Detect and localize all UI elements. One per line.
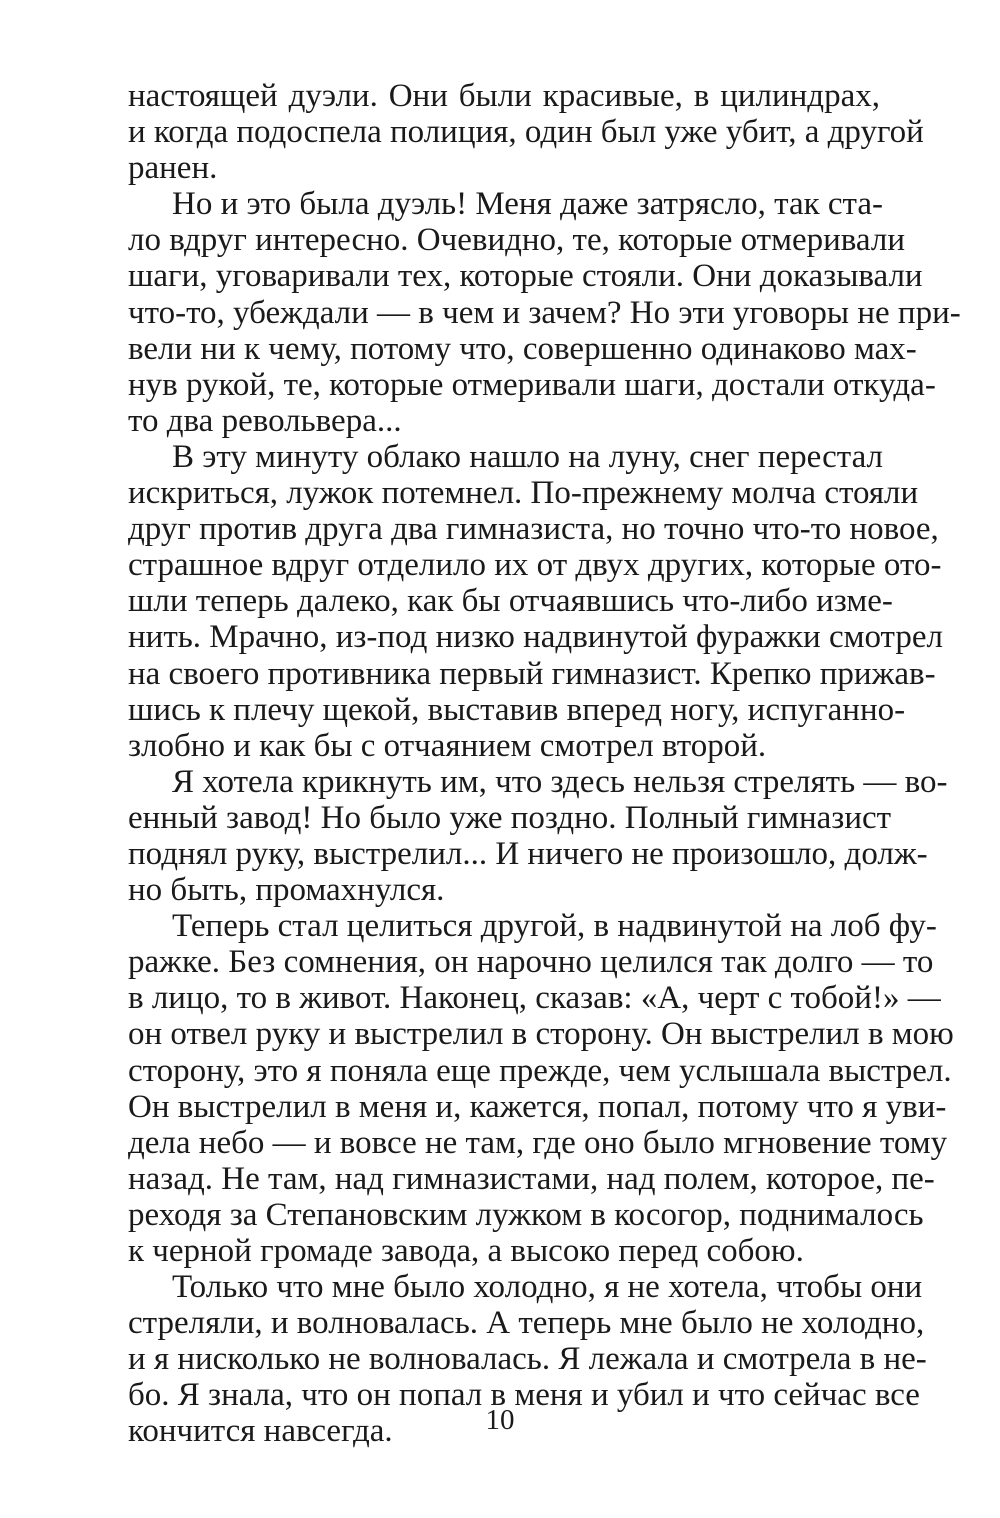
text-line: страшное вдруг отделило их от двух других, которые ото- — [128, 547, 942, 584]
text-line: друг против друга два гимназиста, но точно что-то новое, — [128, 511, 939, 548]
text-line: ражке. Без сомнения, он нарочно целился так долго — то — [128, 944, 934, 981]
text-line: искриться, лужок потемнел. По-прежнему молча стояли — [128, 475, 919, 512]
text-line: кончится навсегда. — [128, 1413, 393, 1450]
paragraph — [128, 78, 924, 187]
text-line: Только что мне было холодно, я не хотела, чтобы они — [172, 1269, 923, 1306]
text-line: В эту минуту облако нашло на луну, снег перестал — [172, 438, 883, 475]
text-line: на своего противника первый гимназист. Крепко прижав- — [128, 655, 936, 692]
text-line: то два револьвера... — [128, 402, 402, 439]
text-line: шли теперь далеко, как бы отчаявшись что-либо изме- — [128, 583, 893, 620]
text-line: в лицо, то в живот. Наконец, сказав: «А, черт с тобой!» — — [128, 980, 941, 1017]
body-text — [128, 78, 961, 1450]
paragraph — [128, 908, 954, 1269]
text-line: настоящей дуэли. Они были красивые, в цилиндрах, — [128, 78, 880, 114]
text-line: шаги, уговаривали тех, которые стояли. Они доказывали — [128, 258, 923, 295]
text-line: и когда подоспела полиция, один был уже убит, а другой — [128, 114, 924, 151]
text-line: шись к плечу щекой, выставив вперед ногу, испуганно- — [128, 691, 906, 728]
text-line: назад. Не там, над гимназистами, над полем, которое, пе- — [128, 1160, 935, 1197]
paragraph — [128, 186, 961, 439]
text-line: но быть, промахнулся. — [128, 872, 445, 909]
text-line: что-то, убеждали — в чем и зачем? Но эти уговоры не при- — [128, 294, 961, 331]
text-line: дела небо — и вовсе не там, где оно было мгновение тому — [128, 1124, 948, 1161]
text-line: реходя за Степановским лужком в косогор, поднималось — [128, 1196, 924, 1233]
text-line: Он выстрелил в меня и, кажется, попал, потому что я уви- — [128, 1088, 947, 1125]
text-line: енный завод! Но было уже поздно. Полный гимназист — [128, 799, 892, 836]
text-line: стреляли, и волновалась. А теперь мне было не холодно, — [128, 1305, 925, 1342]
paragraph — [128, 763, 948, 909]
text-line: бо. Я знала, что он попал в меня и убил и что сейчас все — [128, 1377, 920, 1414]
text-line: Я хотела крикнуть им, что здесь нельзя стрелять — во- — [172, 763, 948, 800]
text-line: сторону, это я поняла еще прежде, чем услышала выстрел. — [128, 1052, 952, 1089]
text-line: злобно и как бы с отчаянием смотрел второй. — [128, 727, 767, 764]
text-line: вели ни к чему, потому что, совершенно одинаково мах- — [128, 330, 917, 367]
text-line: к черной громаде завода, а высоко перед собою. — [128, 1233, 804, 1269]
text-line: нить. Мрачно, из-под низко надвинутой фуражки смотрел — [128, 619, 943, 656]
text-line: и я нисколько не волновалась. Я лежала и смотрела в не- — [128, 1341, 927, 1378]
paragraph — [128, 438, 943, 764]
text-line: поднял руку, выстрелил... И ничего не произошло, долж- — [128, 835, 928, 872]
text-line: он отвел руку и выстрелил в сторону. Он выстрелил в мою — [128, 1016, 954, 1053]
text-line: Теперь стал целиться другой, в надвинутой на лоб фу- — [172, 908, 937, 945]
text-line: ранен. — [128, 150, 218, 187]
text-line: ло вдруг интересно. Очевидно, те, которые отмеривали — [128, 222, 905, 259]
page-number: 10 — [485, 1404, 515, 1436]
text-line: Но и это была дуэль! Меня даже затрясло, так ста- — [172, 186, 883, 223]
text-line: нув рукой, те, которые отмеривали шаги, достали откуда- — [128, 366, 936, 403]
